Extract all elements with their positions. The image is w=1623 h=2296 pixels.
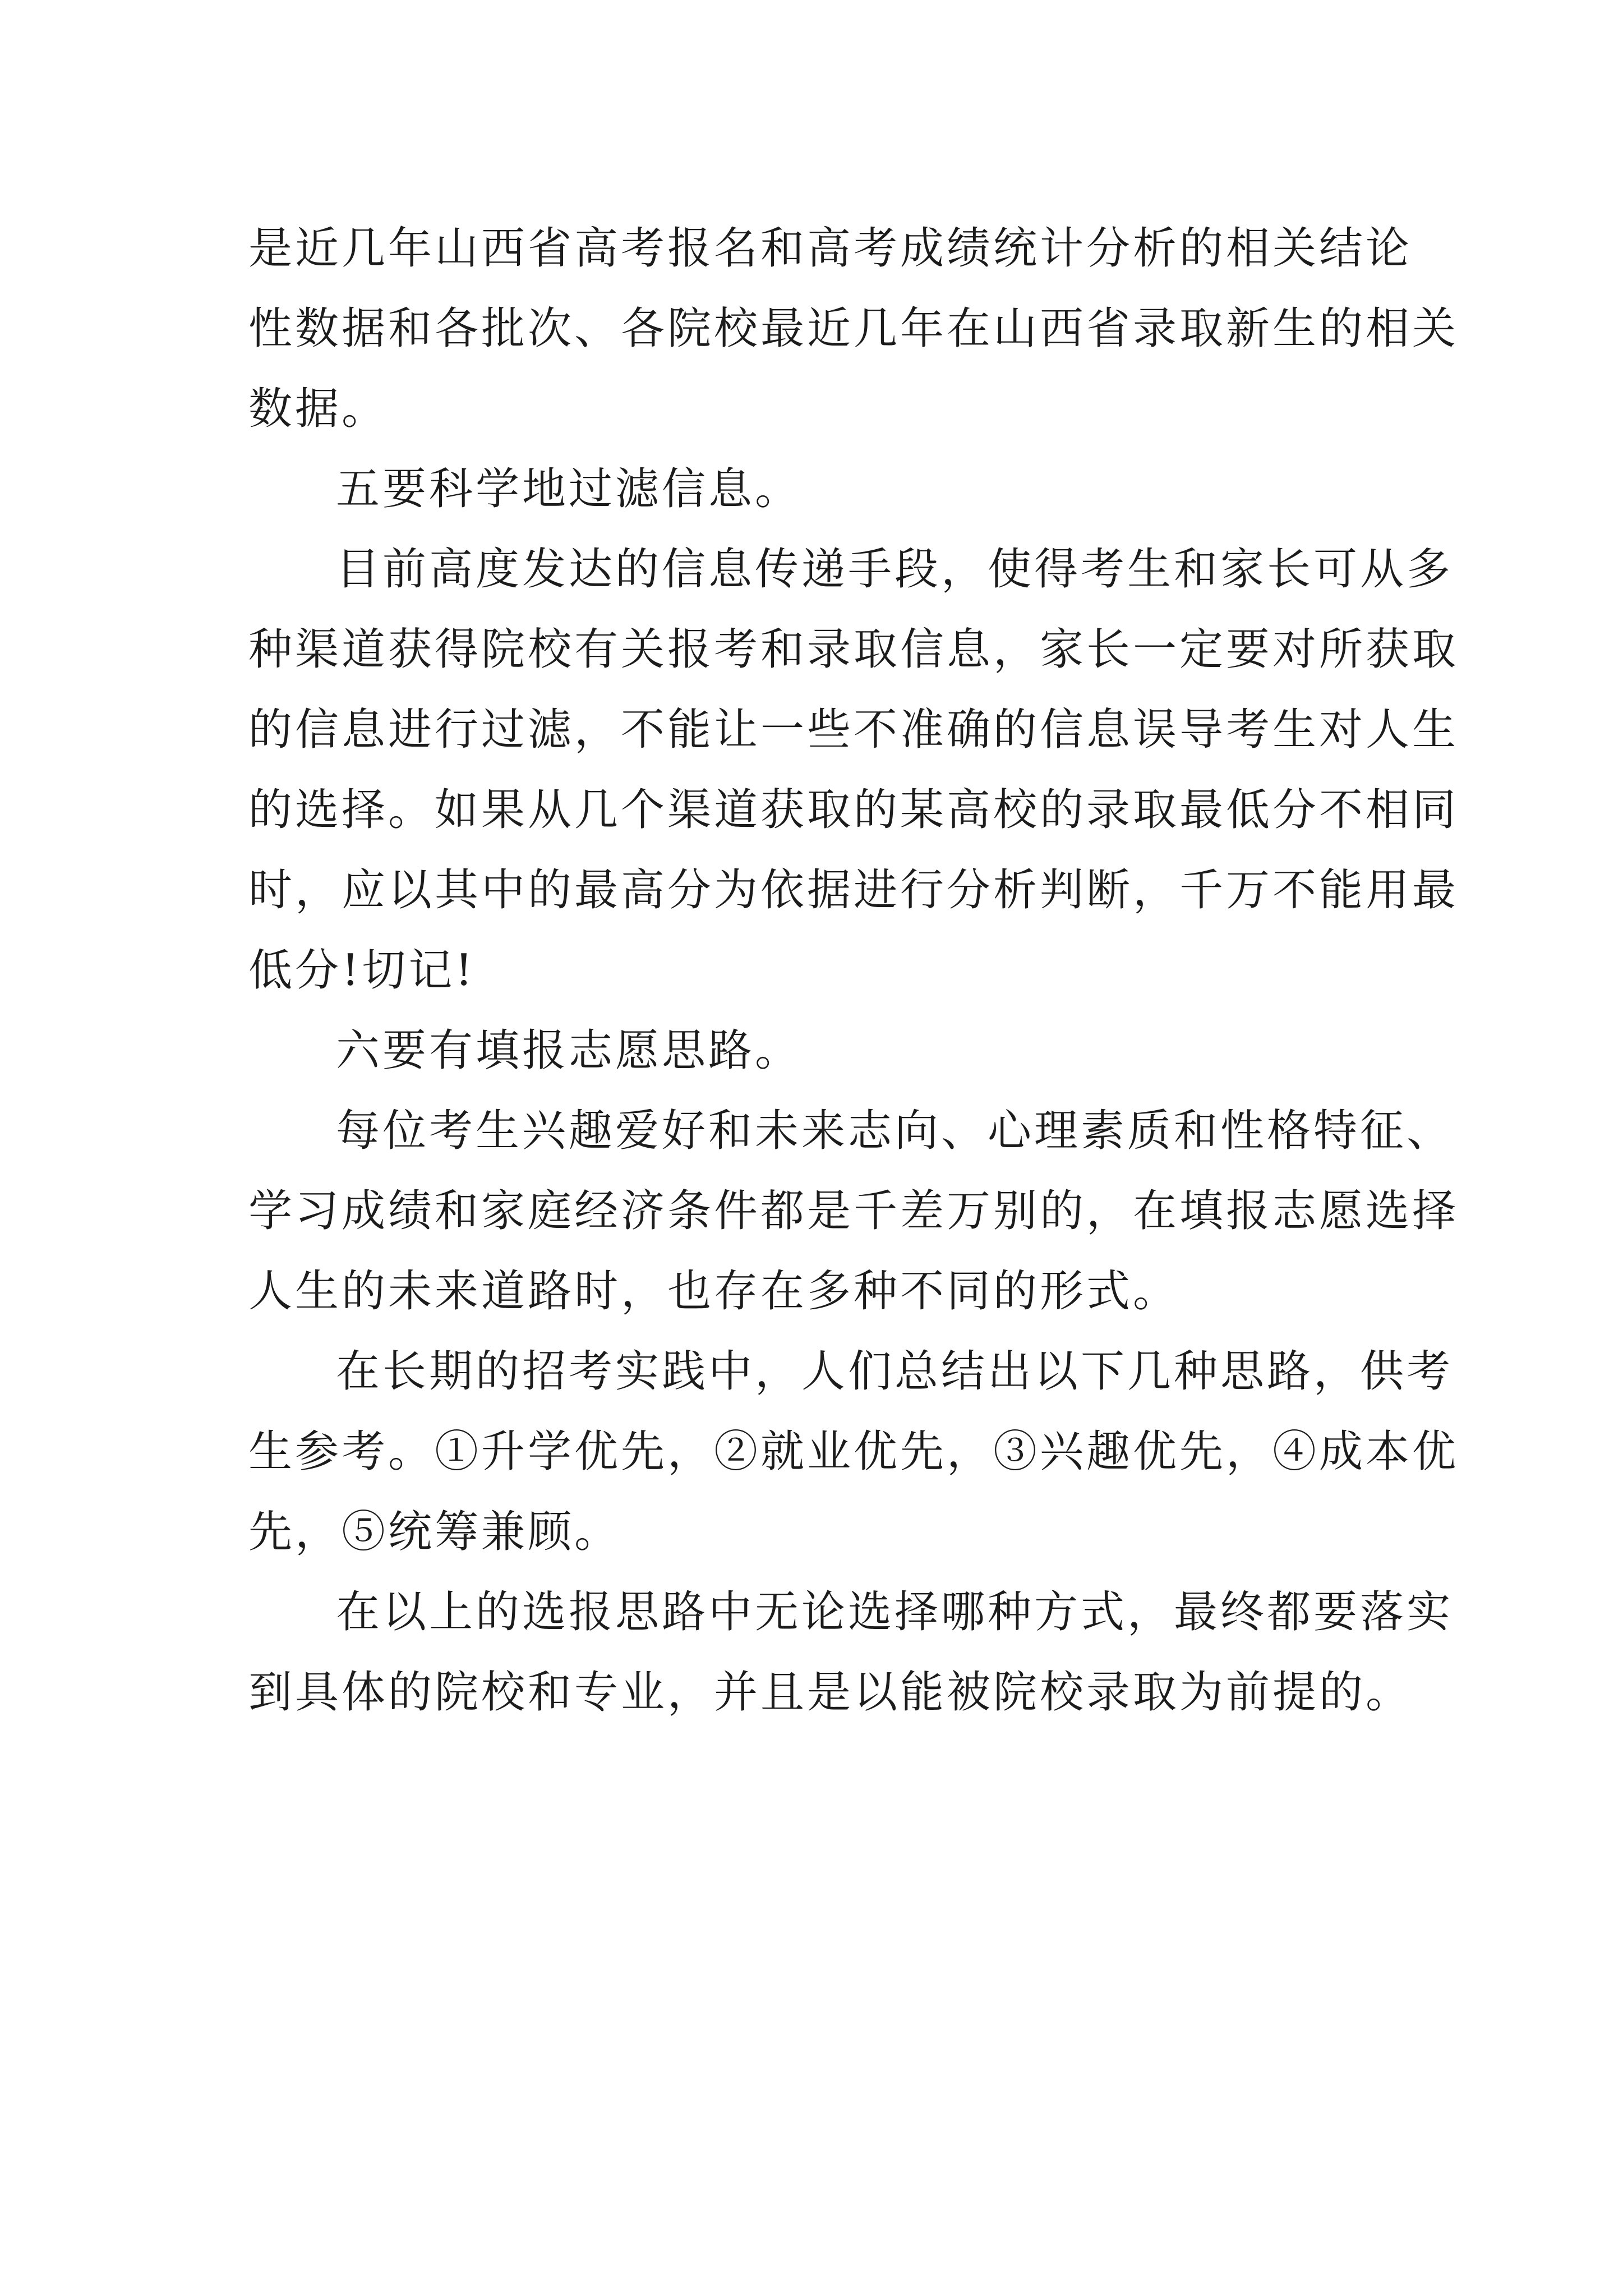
text-line: 人生的未来道路时，也存在多种不同的形式。: [248, 1266, 1180, 1317]
text-line: 的选择。如果从几个渠道获取的某高校的录取最低分不相同: [248, 785, 1459, 835]
text-line: 是近几年山西省高考报名和高考成绩统计分析的相关结论: [248, 223, 1413, 274]
text-line: 学习成绩和家庭经济条件都是千差万别的，在填报志愿选择: [248, 1186, 1459, 1236]
text-line: 低分!切记!: [248, 945, 476, 996]
text-line: 时，应以其中的最高分为依据进行分析判断，千万不能用最: [248, 865, 1459, 915]
text-line: 在以上的选报思路中无论选择哪种方式，最终都要落实: [336, 1587, 1454, 1637]
text-line: 的信息进行过滤，不能让一些不准确的信息误导考生对人生: [248, 705, 1459, 755]
text-line: 先，⑤统筹兼顾。: [248, 1507, 621, 1557]
text-line: 生参考。①升学优先，②就业优先，③兴趣优先，④成本优: [248, 1427, 1459, 1477]
text-line: 性数据和各批次、各院校最近几年在山西省录取新生的相关: [248, 303, 1459, 354]
text-line: 在长期的招考实践中，人们总结出以下几种思路，供考: [336, 1346, 1454, 1397]
document-body: [248, 209, 1459, 1733]
text-line: 目前高度发达的信息传递手段，使得考生和家长可从多: [336, 544, 1454, 595]
text-line: 种渠道获得院校有关报考和录取信息，家长一定要对所获取: [248, 624, 1459, 675]
section-heading: 五要科学地过滤信息。: [336, 464, 802, 514]
text-line: 数据。: [248, 384, 389, 434]
text-line: 每位考生兴趣爱好和未来志向、心理素质和性格特征、: [336, 1106, 1454, 1156]
text-line: 到具体的院校和专业，并且是以能被院校录取为前提的。: [248, 1667, 1413, 1718]
section-heading: 六要有填报志愿思路。: [336, 1025, 802, 1076]
